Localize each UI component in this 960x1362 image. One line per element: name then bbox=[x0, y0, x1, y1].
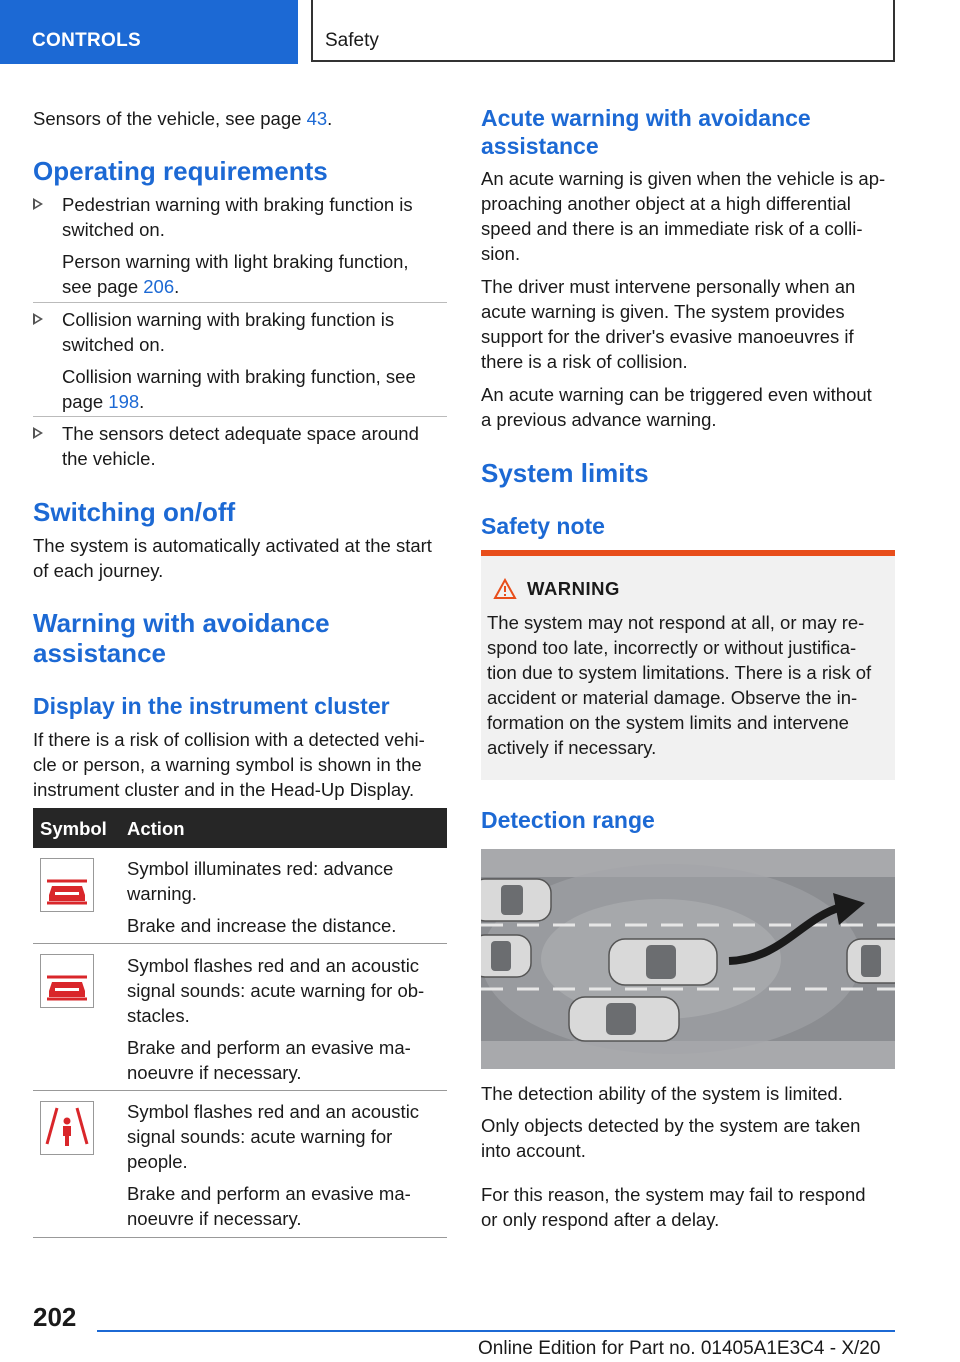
divider bbox=[33, 302, 447, 303]
acute-paragraph-1: An acute warning is given when the vehicle is ap- proaching another object at a high differential speed and there is an immediate risk of a colli- sion. bbox=[481, 168, 886, 264]
table-row: Symbol illuminates red: advance warning. Brake and increase the distance. bbox=[127, 858, 397, 936]
table-row: Symbol flashes red and an acoustic signal sounds: acute warning for ob- stacles. Brake and perform an evasive ma- noeuvre if necessary. bbox=[127, 955, 425, 1083]
divider bbox=[33, 943, 447, 944]
list-item: The sensors detect adequate space around the vehicle. bbox=[62, 423, 419, 469]
acute-paragraph-3: An acute warning can be triggered even without a previous advance warning. bbox=[481, 384, 872, 430]
detection-paragraph-1: The detection ability of the system is limited. bbox=[481, 1083, 843, 1104]
detection-paragraph-2: Only objects detected by the system are taken into account. bbox=[481, 1115, 861, 1161]
switching-heading: Switching on/off bbox=[33, 497, 236, 527]
detection-range-illustration bbox=[481, 849, 895, 1069]
display-heading: Display in the instrument cluster bbox=[33, 693, 390, 719]
pedestrian-warning-icon bbox=[40, 1101, 94, 1155]
car-warning-icon bbox=[40, 954, 94, 1008]
warning-title: WARNING bbox=[527, 578, 620, 599]
operating-requirements-heading: Operating requirements bbox=[33, 156, 328, 186]
bullet-triangle-icon bbox=[33, 427, 43, 439]
warning-text: The system may not respond at all, or may re- spond too late, incorrectly or without justifica- tion due to system limitations. There is a risk of accident or material damage. Observe the in- formation on the system limits and intervene actively if necessary. bbox=[487, 612, 872, 758]
divider bbox=[33, 416, 447, 417]
divider bbox=[33, 1237, 447, 1238]
display-paragraph: If there is a risk of collision with a detected vehi- cle or person, a warning symbol is shown in the instrument cluster and in the Head-Up Display. bbox=[33, 729, 425, 800]
warning-avoidance-heading: Warning with avoidance assistance bbox=[33, 608, 330, 668]
intro-paragraph: Sensors of the vehicle, see page 43. bbox=[33, 108, 333, 129]
footer-rule bbox=[97, 1330, 895, 1332]
system-limits-heading: System limits bbox=[481, 458, 649, 488]
acute-paragraph-2: The driver must intervene personally when an acute warning is given. The system provides support for the driver's evasive manoeuvres if there is a risk of collision. bbox=[481, 276, 856, 372]
warning-triangle-icon bbox=[493, 578, 517, 605]
chapter-header bbox=[311, 0, 895, 62]
section-tab bbox=[0, 0, 298, 64]
chapter-title: Safety bbox=[325, 30, 379, 51]
detection-paragraph-3: For this reason, the system may fail to respond or only respond after a delay. bbox=[481, 1184, 866, 1230]
list-item: Pedestrian warning with braking function is switched on. Person warning with light braking function, see page 206. bbox=[62, 194, 413, 297]
page-link-43[interactable]: 43 bbox=[306, 108, 328, 129]
bullet-triangle-icon bbox=[33, 313, 43, 325]
list-item: Collision warning with braking function is switched on. Collision warning with braking function, see page 198. bbox=[62, 309, 416, 412]
warning-box bbox=[481, 556, 895, 780]
section-title: CONTROLS bbox=[32, 30, 142, 51]
acute-warning-heading: Acute warning with avoidance assistance bbox=[481, 105, 811, 159]
bullet-triangle-icon bbox=[33, 198, 43, 210]
divider bbox=[33, 1090, 447, 1091]
safety-note-heading: Safety note bbox=[481, 513, 605, 539]
switching-paragraph: The system is automatically activated at the start of each journey. bbox=[33, 535, 432, 581]
table-row: Symbol flashes red and an acoustic signal sounds: acute warning for people. Brake and perform an evasive ma- noeuvre if necessary. bbox=[127, 1101, 420, 1229]
page-number: 202 bbox=[33, 1302, 77, 1332]
page-link-206[interactable]: 206 bbox=[143, 276, 175, 297]
column-header-symbol: Symbol bbox=[40, 818, 107, 839]
page-link-198[interactable]: 198 bbox=[108, 391, 140, 412]
table-header bbox=[33, 808, 447, 848]
column-header-action: Action bbox=[127, 818, 185, 839]
detection-range-heading: Detection range bbox=[481, 807, 655, 833]
edition-footer: Online Edition for Part no. 01405A1E3C4 - X/20 bbox=[478, 1338, 881, 1359]
car-warning-icon bbox=[40, 858, 94, 912]
